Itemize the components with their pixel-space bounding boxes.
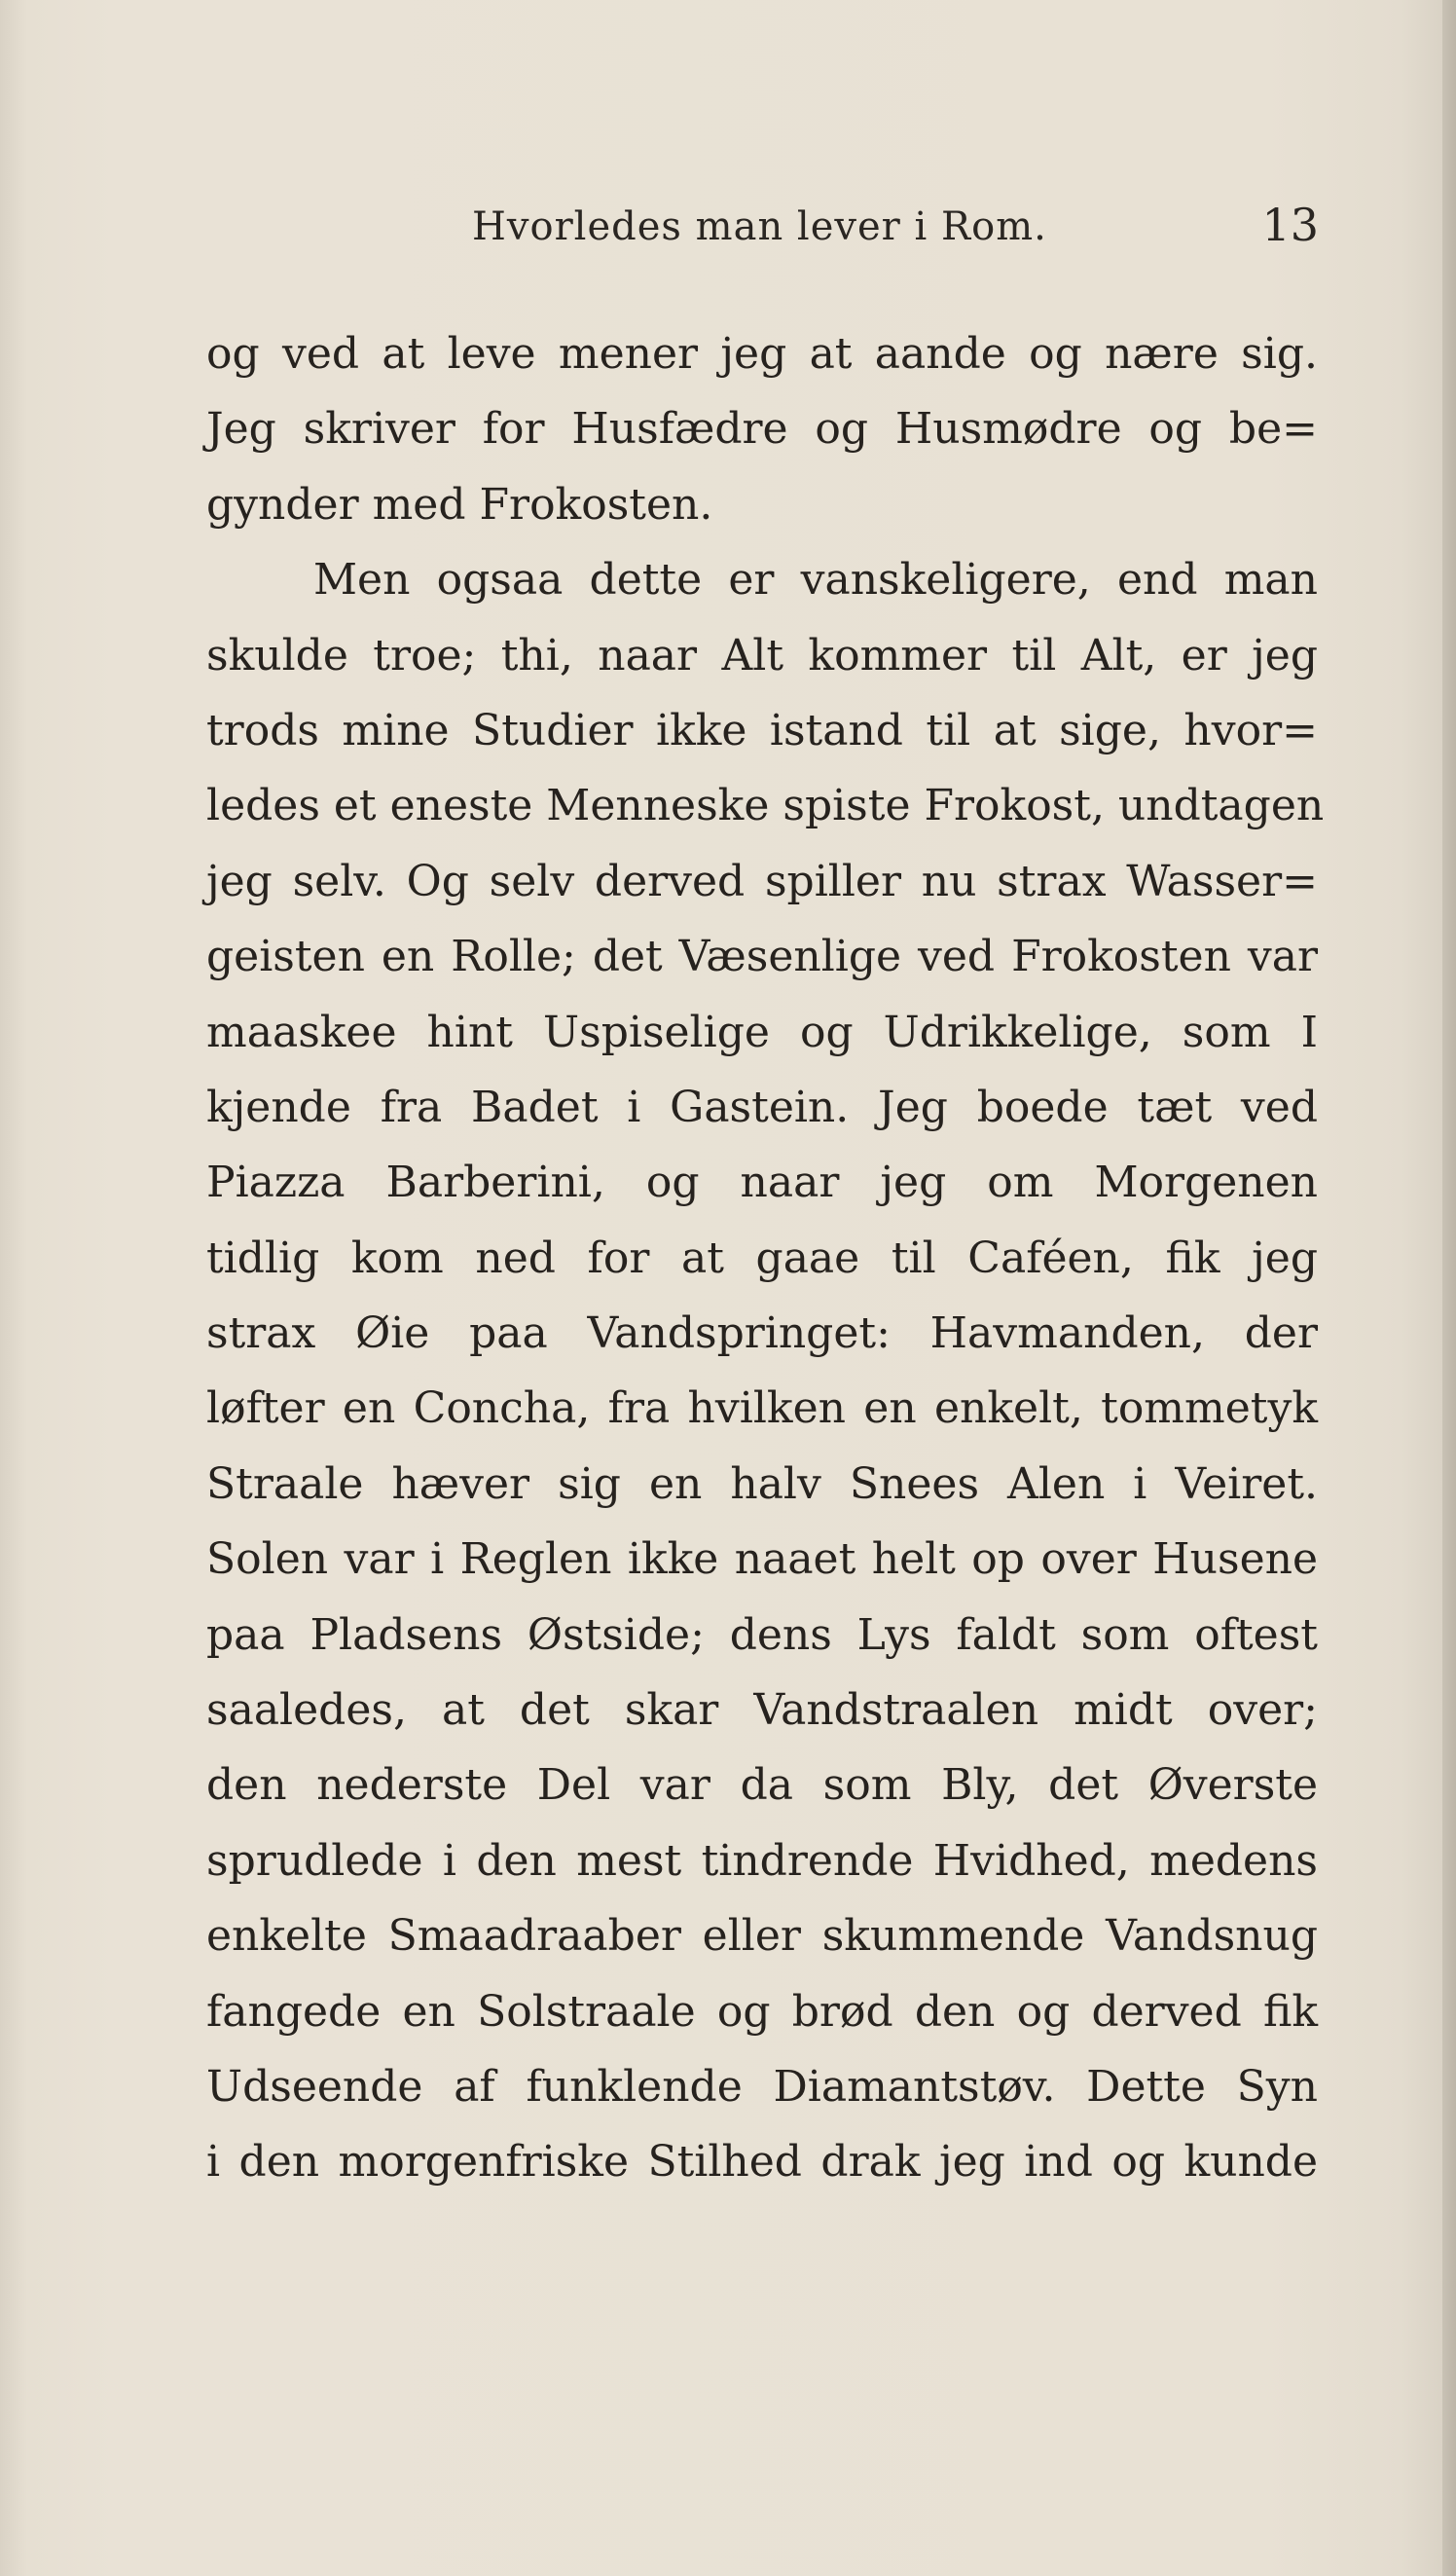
running-header [209, 195, 1319, 263]
page-number: 13 [1261, 199, 1319, 251]
text-line: den nederste Del var da som Bly, det Øverste [206, 1760, 1318, 1811]
text-line: ledes et eneste Menneske spiste Frokost, undtagen [206, 781, 1325, 831]
text-line: saaledes, at det skar Vandstraalen midt over; [206, 1685, 1318, 1736]
text-line: maaskee hint Uspiselige og Udrikkelige, som I [206, 1007, 1318, 1057]
text-line: Piazza Barberini, og naar jeg om Morgenen [206, 1158, 1318, 1208]
running-title: Hvorledes man lever i Rom. [472, 204, 1047, 249]
text-line: kjende fra Badet i Gastein. Jeg boede tæt ved [206, 1082, 1318, 1132]
text-line: strax Øie paa Vandspringet: Havmanden, der [206, 1308, 1318, 1359]
text-line: sprudlede i den mest tindrende Hvidhed, medens [206, 1835, 1318, 1886]
text-line: geisten en Rolle; det Væsenlige ved Frokosten var [206, 932, 1318, 982]
body-text [206, 316, 1325, 2200]
text-line: Men ogsaa dette er vanskeligere, end man [313, 555, 1318, 606]
text-line: i den morgenfriske Stilhed drak jeg ind og kunde [206, 2137, 1318, 2188]
text-line: paa Pladsens Østside; dens Lys faldt som oftest [206, 1609, 1318, 1660]
text-line: løfter en Concha, fra hvilken en enkelt, tommetyk [206, 1383, 1318, 1434]
text-line: trods mine Studier ikke istand til at sige, hvor= [206, 705, 1318, 755]
text-line: jeg selv. Og selv derved spiller nu strax Wasser= [206, 856, 1318, 906]
text-line: Solen var i Reglen ikke naaet helt op over Husene [206, 1534, 1318, 1585]
text-line: Udseende af funklende Diamantstøv. Dette Syn [206, 2061, 1318, 2112]
text-line: Jeg skriver for Husfædre og Husmødre og be= [206, 404, 1318, 455]
text-line: enkelte Smaadraaber eller skummende Vandsnug [206, 1911, 1318, 1962]
text-line: Straale hæver sig en halv Snees Alen i Veiret. [206, 1458, 1318, 1509]
text-line: gynder med Frokosten. [206, 479, 713, 530]
text-line: tidlig kom ned for at gaae til Caféen, fik jeg [206, 1233, 1318, 1283]
text-line: skulde troe; thi, naar Alt kommer til Alt, er jeg [206, 630, 1318, 681]
page-edge-shadow [1442, 0, 1456, 2576]
text-line: og ved at leve mener jeg at aande og nære sig. [206, 329, 1318, 379]
text-line: fangede en Solstraale og brød den og derved fik [206, 1986, 1318, 2037]
